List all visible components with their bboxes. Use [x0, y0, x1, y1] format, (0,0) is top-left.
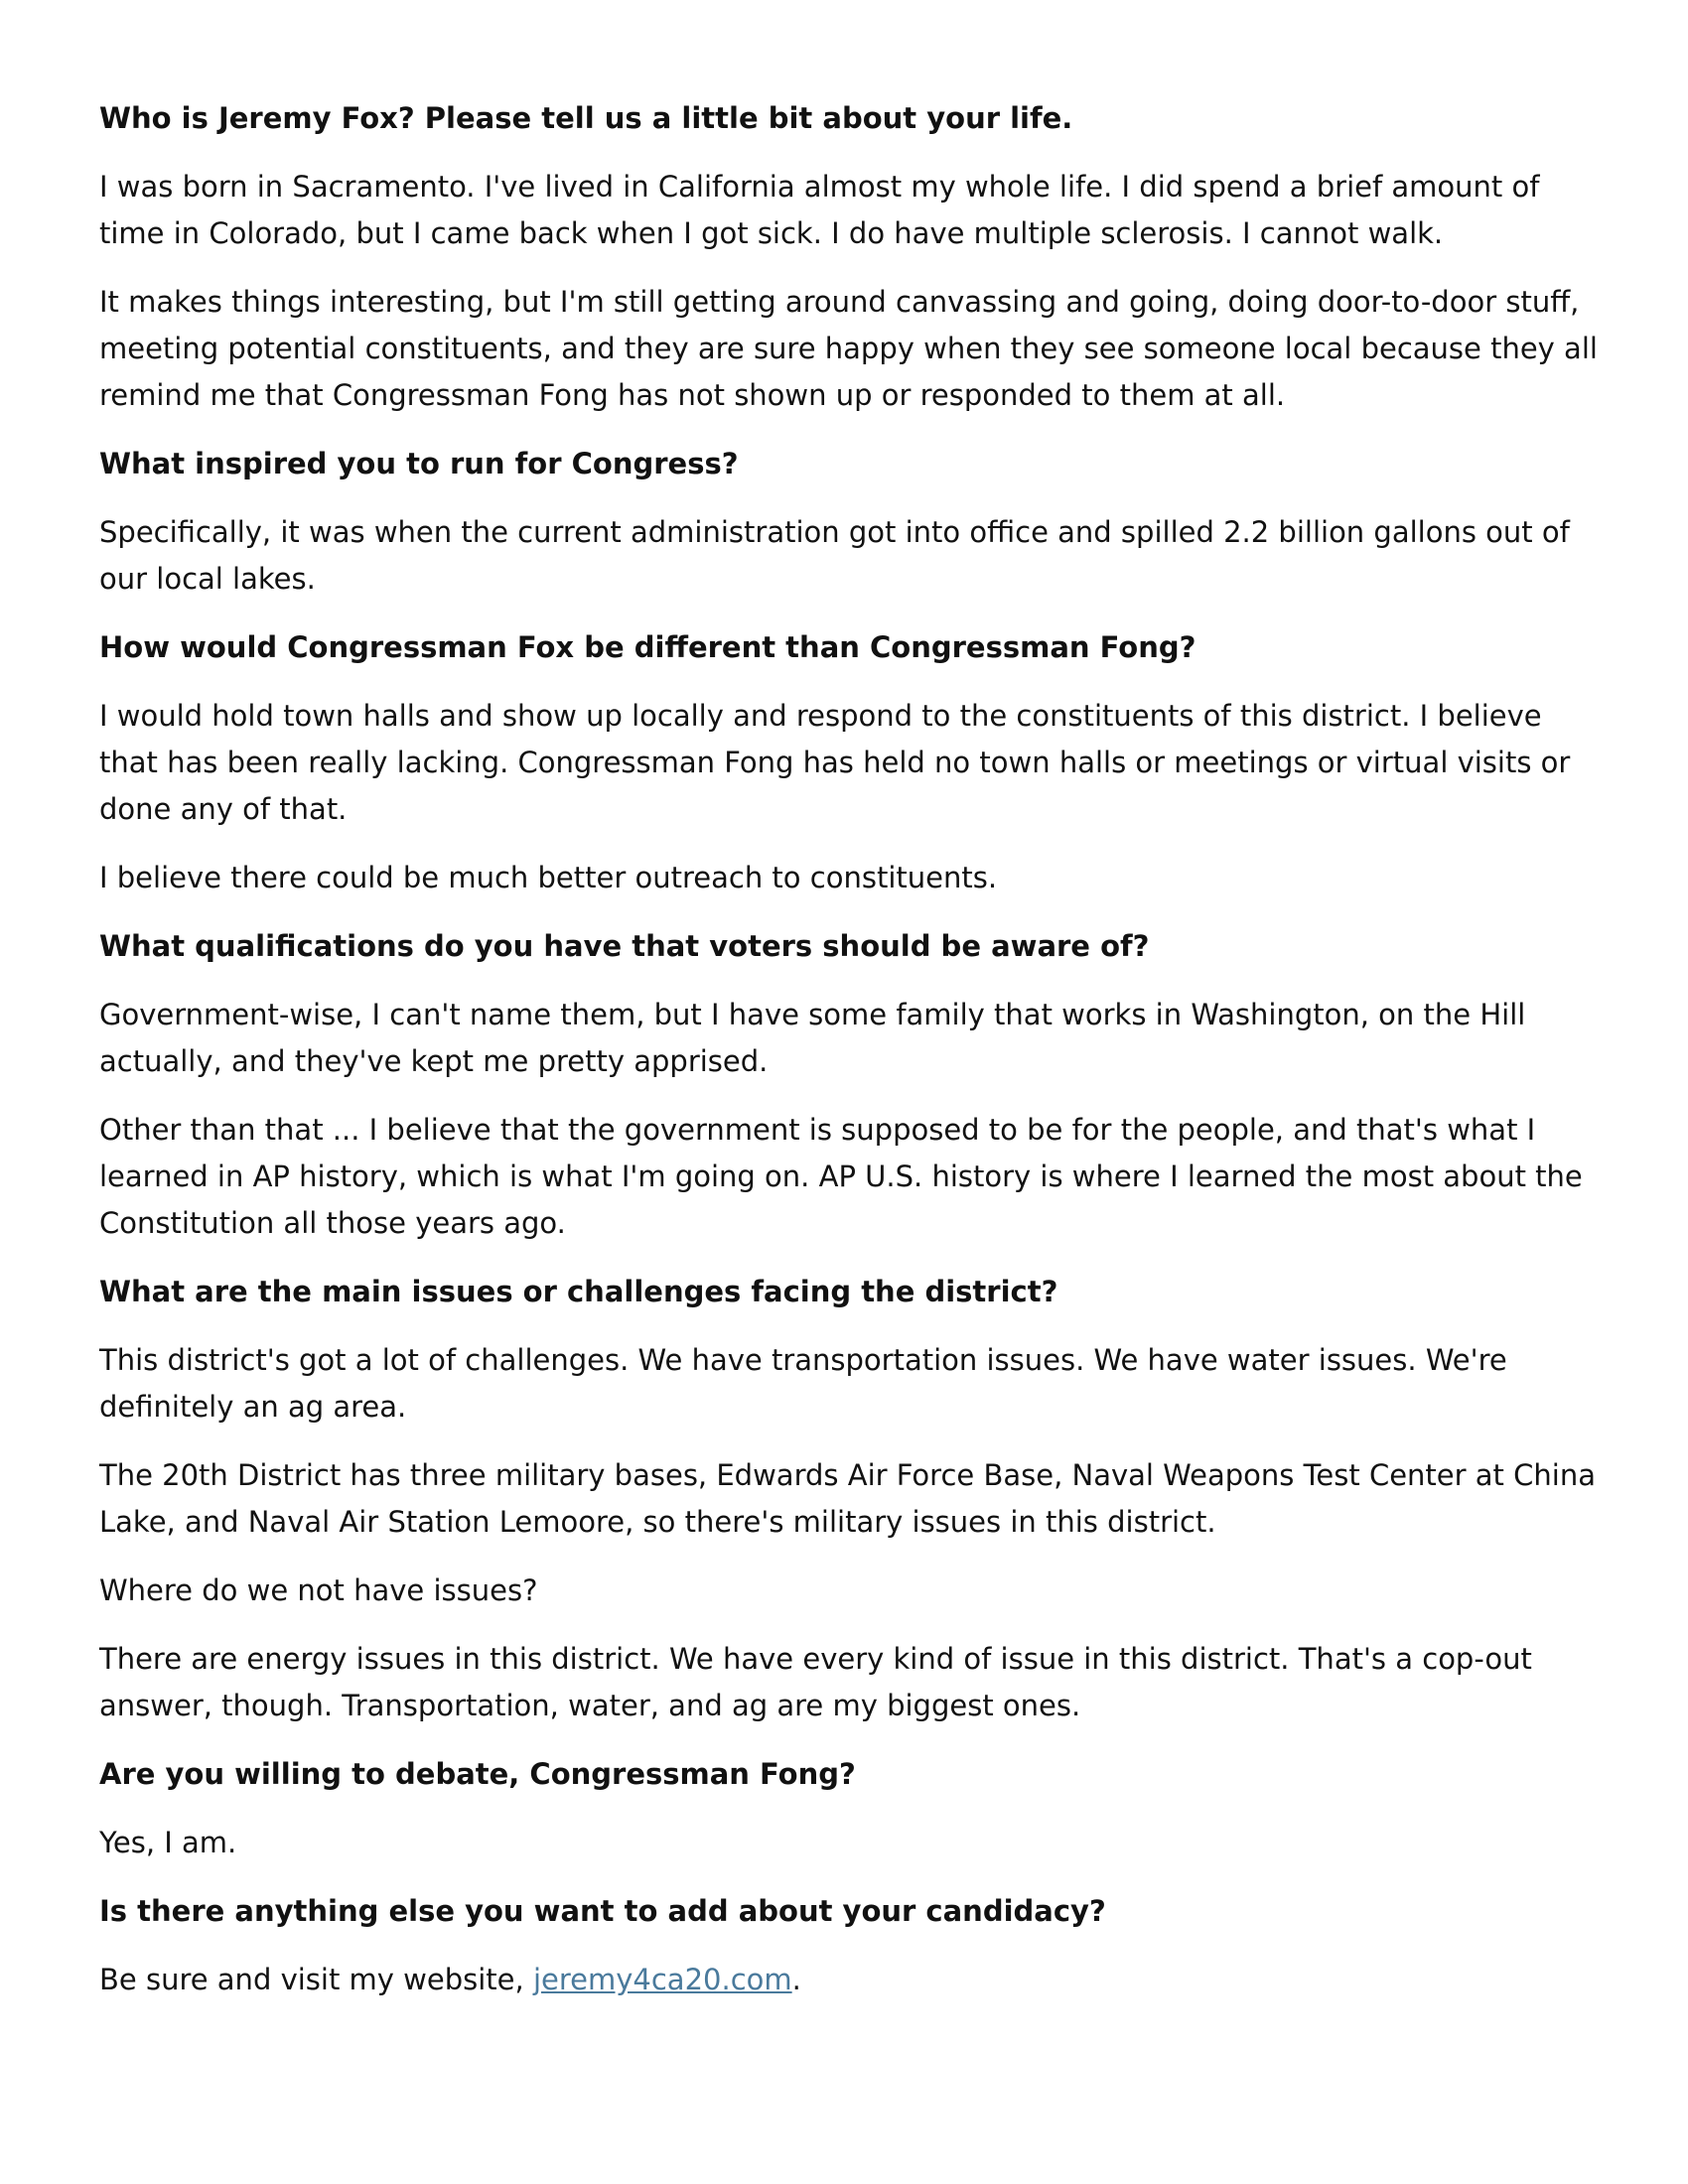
answer-paragraph: Specifically, it was when the current administration got into office and spilled 2.2 billion gallons out of our local lakes.: [99, 515, 1570, 596]
question-debate: Are you willing to debate, Congressman Fong?: [99, 1757, 856, 1791]
answer-paragraph: Other than that ... I believe that the government is supposed to be for the people, and that's what I learned in AP history, which is what I'm going on. AP U.S. history is where I learned the most about the Constitution all those years ago.: [99, 1113, 1583, 1240]
website-link[interactable]: jeremy4ca20.com: [532, 1963, 792, 1996]
question-district-issues: What are the main issues or challenges facing the district?: [99, 1275, 1058, 1308]
answer-paragraph: This district's got a lot of challenges. We have transportation issues. We have water issues. We're definitely an ag area.: [99, 1343, 1507, 1424]
answer-paragraph: Yes, I am.: [99, 1826, 237, 1859]
document-page: [99, 95, 1599, 2025]
answer-paragraph: The 20th District has three military bases, Edwards Air Force Base, Naval Weapons Test Center at China Lake, and Naval Air Station Lemoore, so there's military issues in this district.: [99, 1458, 1596, 1539]
website-suffix-text: .: [791, 1963, 801, 1996]
question-anything-else: Is there anything else you want to add about your candidacy?: [99, 1894, 1106, 1928]
question-difference: How would Congressman Fox be different than Congressman Fong?: [99, 630, 1196, 664]
answer-paragraph-website: [99, 1957, 1599, 2003]
answer-paragraph: I believe there could be much better outreach to constituents.: [99, 861, 998, 894]
answer-paragraph: I would hold town halls and show up locally and respond to the constituents of this district. I believe that has been really lacking. Congressman Fong has held no town halls or meetings or virtual visits or done any of that.: [99, 699, 1571, 826]
question-qualifications: What qualifications do you have that voters should be aware of?: [99, 929, 1150, 963]
answer-paragraph: There are energy issues in this district. We have every kind of issue in this district. That's a cop-out answer, though. Transportation, water, and ag are my biggest ones.: [99, 1642, 1532, 1722]
answer-paragraph: Government-wise, I can't name them, but I have some family that works in Washington, on the Hill actually, and they've kept me pretty apprised.: [99, 998, 1526, 1078]
answer-paragraph: I was born in Sacramento. I've lived in California almost my whole life. I did spend a brief amount of time in Colorado, but I came back when I got sick. I do have multiple sclerosis. I cannot walk.: [99, 170, 1540, 250]
answer-paragraph: It makes things interesting, but I'm still getting around canvassing and going, doing door-to-door stuff, meeting potential constituents, and they are sure happy when they see someone local because they all remind me that Congressman Fong has not shown up or responded to them at all.: [99, 285, 1598, 412]
answer-paragraph: Where do we not have issues?: [99, 1573, 538, 1607]
question-about-life: Who is Jeremy Fox? Please tell us a little bit about your life.: [99, 101, 1073, 135]
question-inspiration: What inspired you to run for Congress?: [99, 447, 739, 480]
website-prefix-text: Be sure and visit my website,: [99, 1963, 533, 1996]
